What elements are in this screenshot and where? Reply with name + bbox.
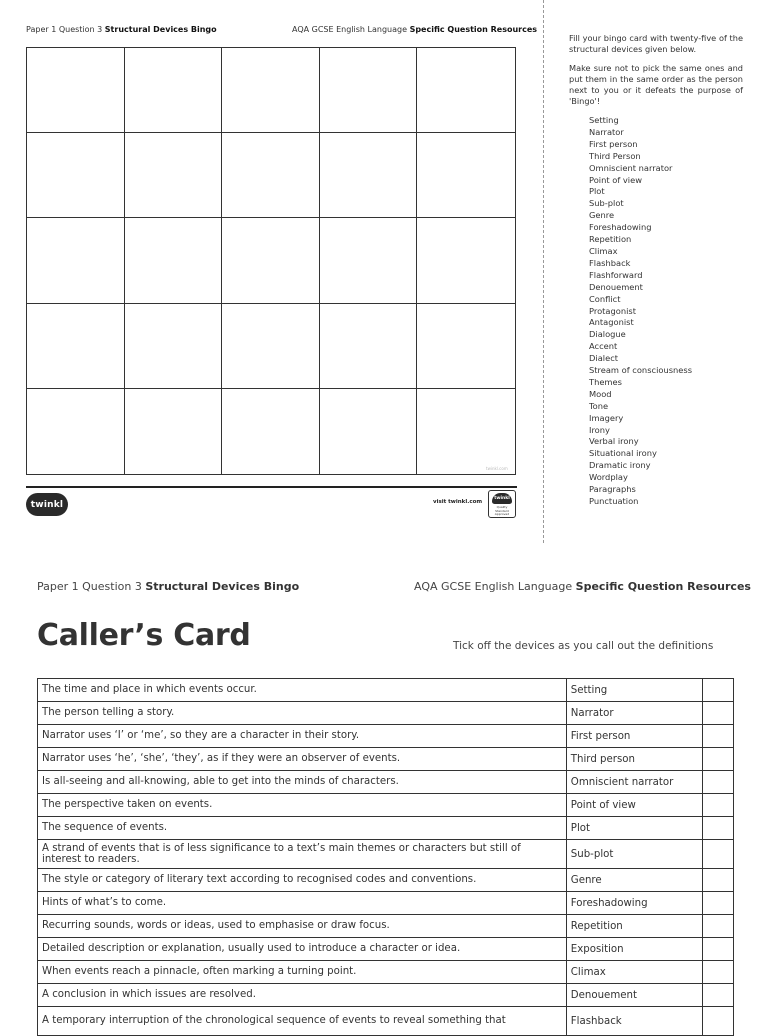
device-list-item: Situational irony — [589, 448, 657, 459]
bingo-card-grid — [26, 47, 516, 475]
device-list-item: Verbal irony — [589, 436, 639, 447]
bingo-cell[interactable] — [27, 218, 125, 303]
tick-box[interactable] — [702, 984, 733, 1007]
device-term-cell: Genre — [566, 869, 702, 892]
twinkl-logo — [26, 493, 68, 516]
table-row — [38, 725, 734, 748]
device-term-cell: Climax — [566, 961, 702, 984]
definition-cell: The perspective taken on events. — [38, 794, 567, 817]
definition-cell: The time and place in which events occur. — [38, 679, 567, 702]
device-term-cell: Flashback — [566, 1007, 702, 1036]
bingo-cell[interactable] — [27, 133, 125, 218]
badge-caption: Quality Standard Approved — [494, 505, 510, 516]
bingo-cell[interactable] — [417, 133, 515, 218]
table-row — [38, 679, 734, 702]
table-row — [38, 840, 734, 869]
device-list-item: Themes — [589, 376, 622, 387]
tick-box[interactable] — [702, 961, 733, 984]
device-list-item: Genre — [589, 210, 615, 221]
device-list-item: Narrator — [589, 126, 624, 137]
definition-cell: The style or category of literary text according to recognised codes and conventions. — [38, 869, 567, 892]
device-term-cell: Sub-plot — [566, 840, 702, 869]
tick-box[interactable] — [702, 771, 733, 794]
device-list-item: First person — [589, 138, 638, 149]
footer-divider — [26, 486, 517, 488]
device-list-item: Flashforward — [589, 269, 643, 280]
bingo-cell[interactable] — [125, 133, 223, 218]
bingo-cell[interactable] — [320, 133, 418, 218]
device-list-item: Stream of consciousness — [589, 365, 693, 376]
table-row — [38, 771, 734, 794]
device-term-cell: Setting — [566, 679, 702, 702]
device-term-cell: Repetition — [566, 915, 702, 938]
device-list-item: Tone — [589, 400, 609, 411]
bingo-cell[interactable] — [125, 218, 223, 303]
bingo-cell[interactable] — [417, 48, 515, 133]
tick-box[interactable] — [702, 794, 733, 817]
visit-link[interactable]: visit twinkl.com — [433, 499, 483, 505]
bingo-cell[interactable] — [27, 389, 125, 474]
definition-cell: A conclusion in which issues are resolved. — [38, 984, 567, 1007]
tick-box[interactable] — [702, 892, 733, 915]
device-list-item: Dialect — [589, 353, 619, 364]
device-list-item: Mood — [589, 388, 612, 399]
device-term-cell: Narrator — [566, 702, 702, 725]
device-list-item: Irony — [589, 424, 610, 435]
device-list-item: Paragraphs — [589, 484, 636, 495]
bingo-cell[interactable] — [320, 218, 418, 303]
definition-cell: When events reach a pinnacle, often marking a turning point. — [38, 961, 567, 984]
tick-box[interactable] — [702, 817, 733, 840]
tick-box[interactable] — [702, 938, 733, 961]
bingo-header-right-bold: Specific Question Resources — [409, 25, 538, 34]
table-row — [38, 915, 734, 938]
device-list-item: Protagonist — [589, 305, 636, 316]
definition-cell: Narrator uses ‘I’ or ‘me’, so they are a character in their story. — [38, 725, 567, 748]
device-term-cell: First person — [566, 725, 702, 748]
bingo-cell[interactable] — [125, 48, 223, 133]
bingo-cell[interactable] — [222, 304, 320, 389]
bingo-cell[interactable] — [125, 304, 223, 389]
device-term-cell: Point of view — [566, 794, 702, 817]
table-row — [38, 817, 734, 840]
device-list-item: Conflict — [589, 293, 621, 304]
tick-box[interactable] — [702, 748, 733, 771]
tick-box[interactable] — [702, 1007, 733, 1036]
page-title: Caller’s Card — [37, 618, 251, 653]
device-list-item: Omniscient narrator — [589, 162, 673, 173]
device-list-item: Repetition — [589, 234, 632, 245]
watermark-text: twinkl.com — [486, 466, 508, 471]
bingo-cell[interactable] — [417, 304, 515, 389]
device-list-item: Setting — [589, 115, 619, 125]
definition-cell: A temporary interruption of the chronological sequence of events to reveal something that — [38, 1007, 567, 1036]
device-list-item: Plot — [589, 186, 605, 197]
device-term-cell: Omniscient narrator — [566, 771, 702, 794]
caller-header-right: AQA GCSE English Language Specific Question Resources — [414, 580, 751, 593]
device-list-item: Third Person — [589, 150, 641, 161]
definition-cell: Narrator uses ‘he’, ‘she’, ‘they’, as if they were an observer of events. — [38, 748, 567, 771]
twinkl-logo-text: twinkl — [30, 499, 64, 510]
device-list-item: Sub-plot — [589, 198, 624, 209]
bingo-cell[interactable] — [27, 304, 125, 389]
table-row — [38, 892, 734, 915]
bingo-cell[interactable] — [125, 389, 223, 474]
device-list-item: Accent — [589, 341, 618, 352]
device-list-item: Point of view — [589, 174, 642, 185]
tick-box[interactable] — [702, 702, 733, 725]
device-term-cell: Third person — [566, 748, 702, 771]
bingo-cell[interactable] — [320, 304, 418, 389]
device-list-item: Denouement — [589, 281, 643, 292]
definition-cell: The person telling a story. — [38, 702, 567, 725]
table-row — [38, 794, 734, 817]
table-row — [38, 869, 734, 892]
bingo-cell[interactable] — [222, 48, 320, 133]
table-row — [38, 938, 734, 961]
quality-badge-icon — [488, 490, 516, 518]
bingo-header-left: Paper 1 Question 3 Structural Devices Bingo — [26, 25, 217, 34]
instructions-para-2: Make sure not to pick the same ones and put them in the same order as the person next to you or it defeats the purpose of 'Bingo'! — [569, 63, 743, 106]
device-list-item: Punctuation — [589, 496, 639, 506]
device-list-item: Foreshadowing — [589, 222, 652, 233]
table-row — [38, 702, 734, 725]
definition-cell: The sequence of events. — [38, 817, 567, 840]
tick-box[interactable] — [702, 869, 733, 892]
device-term-cell: Foreshadowing — [566, 892, 702, 915]
device-list-item: Dialogue — [589, 329, 626, 340]
table-row — [38, 1007, 734, 1036]
device-list-item: Dramatic irony — [589, 460, 651, 471]
table-row — [38, 748, 734, 771]
bingo-cell[interactable] — [27, 48, 125, 133]
tick-box[interactable] — [702, 679, 733, 702]
table-row — [38, 961, 734, 984]
definition-cell: A strand of events that is of less significance to a text’s main themes or characters but still of interest to readers. — [38, 840, 567, 869]
bingo-header-right: AQA GCSE English Language Specific Question Resources — [292, 25, 538, 34]
tick-box[interactable] — [702, 840, 733, 869]
instructions-para-1: Fill your bingo card with twenty-five of the structural devices given below. — [569, 33, 743, 54]
device-list-item: Flashback — [589, 257, 631, 268]
caller-header-left-bold: Structural Devices Bingo — [145, 580, 300, 593]
definition-cell: Detailed description or explanation, usually used to introduce a character or idea. — [38, 938, 567, 961]
page-subtitle: Tick off the devices as you call out the definitions — [453, 640, 714, 652]
device-list-item: Imagery — [589, 412, 624, 423]
device-term-cell: Exposition — [566, 938, 702, 961]
badge-logo: twinkl — [492, 493, 512, 504]
bingo-cell[interactable] — [320, 48, 418, 133]
cut-line-divider — [543, 0, 544, 543]
definition-cell: Hints of what’s to come. — [38, 892, 567, 915]
device-list-item: Antagonist — [589, 317, 634, 328]
device-term-cell: Denouement — [566, 984, 702, 1007]
caller-header-right-bold: Specific Question Resources — [575, 580, 751, 593]
device-list-item: Climax — [589, 245, 618, 256]
device-term-cell: Plot — [566, 817, 702, 840]
table-row — [38, 984, 734, 1007]
caller-header-left: Paper 1 Question 3 Structural Devices Bingo — [37, 580, 300, 593]
bingo-cell[interactable] — [417, 389, 515, 474]
bingo-cell[interactable] — [222, 218, 320, 303]
tick-box[interactable] — [702, 725, 733, 748]
tick-box[interactable] — [702, 915, 733, 938]
definition-cell: Recurring sounds, words or ideas, used to emphasise or draw focus. — [38, 915, 567, 938]
device-list-item: Wordplay — [589, 472, 628, 483]
bingo-cell[interactable] — [222, 133, 320, 218]
bingo-cell[interactable] — [320, 389, 418, 474]
definition-cell: Is all-seeing and all-knowing, able to get into the minds of characters. — [38, 771, 567, 794]
bingo-header-left-bold: Structural Devices Bingo — [104, 25, 217, 34]
device-list — [589, 115, 692, 508]
bingo-cell[interactable] — [417, 218, 515, 303]
bingo-cell[interactable] — [222, 389, 320, 474]
caller-table — [37, 678, 734, 1036]
